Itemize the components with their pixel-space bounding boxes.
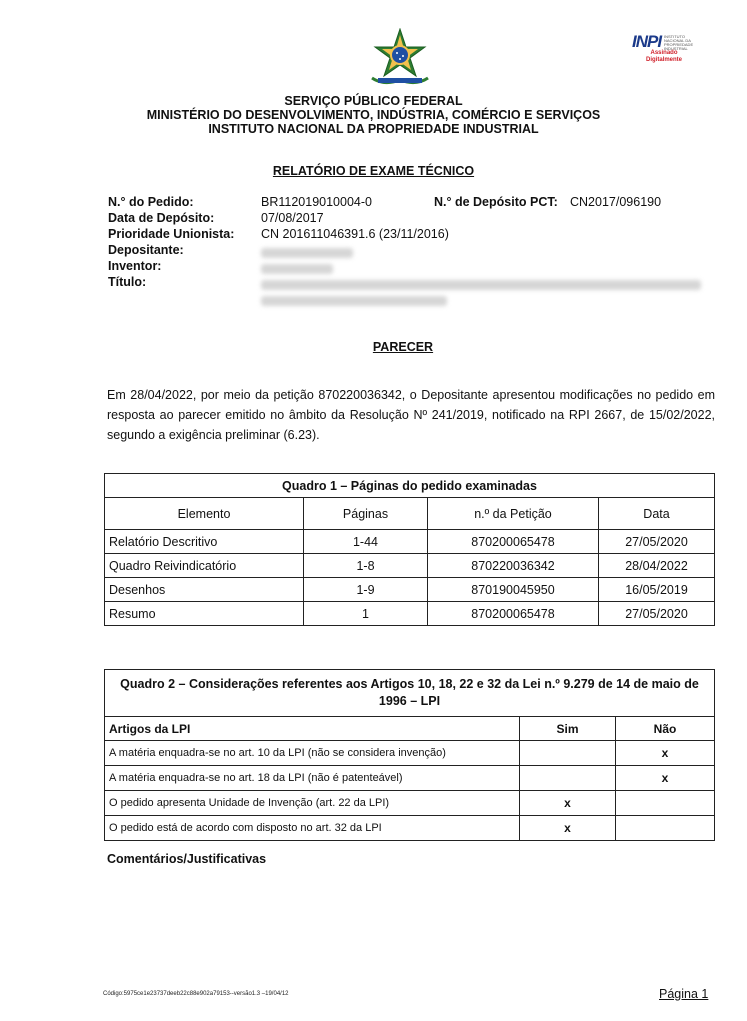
table-row <box>105 766 715 791</box>
table-cell: Relatório Descritivo <box>105 530 304 554</box>
table-row <box>105 554 715 578</box>
redacted-titulo-line-1 <box>261 280 701 290</box>
table-cell: 1-9 <box>304 578 428 602</box>
table-cell: 870200065478 <box>428 602 599 626</box>
pedido-label: N.° do Pedido: <box>108 195 194 209</box>
comments-heading: Comentários/Justificativas <box>107 852 267 866</box>
header-line-2: MINISTÉRIO DO DESENVOLVIMENTO, INDÚSTRIA, COMÉRCIO E SERVIÇOS <box>146 108 601 122</box>
table-cell: 28/04/2022 <box>599 554 715 578</box>
document-code: Código:5975ce1e23737deeb22c88e902a79153--versão1.3 –19/04/12 <box>103 991 289 997</box>
table-row <box>105 816 715 841</box>
table2-header: Sim <box>520 717 616 741</box>
table-cell: 870190045950 <box>428 578 599 602</box>
table-row <box>105 602 715 626</box>
pedido-value: BR112019010004-0 <box>261 195 372 209</box>
table-cell: A matéria enquadra-se no art. 10 da LPI (não se considera invenção) <box>105 741 520 766</box>
parecer-title: PARECER <box>372 340 434 354</box>
table-cell: 1 <box>304 602 428 626</box>
redacted-titulo-line-2 <box>261 296 447 306</box>
table1-header: Páginas <box>304 498 428 530</box>
table-row <box>105 530 715 554</box>
table-cell: Resumo <box>105 602 304 626</box>
table-row <box>105 741 715 766</box>
table-row <box>105 578 715 602</box>
table-cell-nao <box>616 791 715 816</box>
table-pages-examined <box>104 473 715 626</box>
prioridade-label: Prioridade Unionista: <box>108 227 235 241</box>
table-cell: 870200065478 <box>428 530 599 554</box>
table2-caption: Quadro 2 – Considerações referentes aos Artigos 10, 18, 22 e 32 da Lei n.º 9.279 de 14 de maio de 1996 – LPI <box>105 670 715 717</box>
table1-header: Data <box>599 498 715 530</box>
brazil-coat-of-arms <box>364 28 436 88</box>
table-cell: 16/05/2019 <box>599 578 715 602</box>
table-lpi-considerations <box>104 669 715 841</box>
table-cell: O pedido está de acordo com disposto no art. 32 da LPI <box>105 816 520 841</box>
table-cell: Quadro Reivindicatório <box>105 554 304 578</box>
table-cell: 1-44 <box>304 530 428 554</box>
inventor-label: Inventor: <box>108 259 162 273</box>
table-cell: 1-8 <box>304 554 428 578</box>
table-cell: 27/05/2020 <box>599 530 715 554</box>
deposito-label: Data de Depósito: <box>108 211 215 225</box>
table-cell-sim: x <box>520 816 616 841</box>
pct-label: N.° de Depósito PCT: <box>434 195 558 209</box>
table1-caption: Quadro 1 – Páginas do pedido examinadas <box>105 474 715 498</box>
table1-header-row <box>105 498 715 530</box>
table2-header-row <box>105 717 715 741</box>
parecer-paragraph: Em 28/04/2022, por meio da petição 870220036342, o Depositante apresentou modificações no pedido em resposta ao parecer emitido no âmbito da Resolução Nº 241/2019, notificado na RPI 2667, de 15/02/2022, segundo a exigência preliminar (6.23). <box>107 388 715 442</box>
digital-signature-stamp: Assinado Digitalmente <box>645 50 682 63</box>
document-header <box>0 94 747 136</box>
table-row <box>105 791 715 816</box>
inpi-logo-subtitle: INSTITUTO NACIONAL DA PROPRIEDADE INDUSTRIAL <box>664 34 694 51</box>
pct-value: CN2017/096190 <box>570 195 662 209</box>
table-cell: 27/05/2020 <box>599 602 715 626</box>
deposito-value: 07/08/2017 <box>261 211 324 225</box>
table2-header: Artigos da LPI <box>105 717 520 741</box>
table-cell-nao: x <box>616 741 715 766</box>
table2-header: Não <box>616 717 715 741</box>
table-cell: Desenhos <box>105 578 304 602</box>
page-number: Página 1 <box>659 987 709 1001</box>
depositante-label: Depositante: <box>108 243 184 257</box>
table1-header: Elemento <box>105 498 304 530</box>
table-cell: 870220036342 <box>428 554 599 578</box>
table1-header: n.º da Petição <box>428 498 599 530</box>
inpi-logo <box>626 32 706 66</box>
table-cell-sim: x <box>520 791 616 816</box>
redacted-depositante <box>261 248 353 258</box>
report-title: RELATÓRIO DE EXAME TÉCNICO <box>272 164 475 178</box>
table-cell-nao: x <box>616 766 715 791</box>
redacted-inventor <box>261 264 333 274</box>
table-cell-sim <box>520 741 616 766</box>
titulo-label: Título: <box>108 275 147 289</box>
prioridade-value: CN 201611046391.6 (23/11/2016) <box>261 227 449 241</box>
header-line-1: SERVIÇO PÚBLICO FEDERAL <box>284 94 463 108</box>
header-line-3: INSTITUTO NACIONAL DA PROPRIEDADE INDUSTRIAL <box>208 122 539 136</box>
table-cell-nao <box>616 816 715 841</box>
table-cell-sim <box>520 766 616 791</box>
table-cell: O pedido apresenta Unidade de Invenção (art. 22 da LPI) <box>105 791 520 816</box>
inpi-logo-text: INPI <box>632 32 662 51</box>
table-cell: A matéria enquadra-se no art. 18 da LPI (não é patenteável) <box>105 766 520 791</box>
